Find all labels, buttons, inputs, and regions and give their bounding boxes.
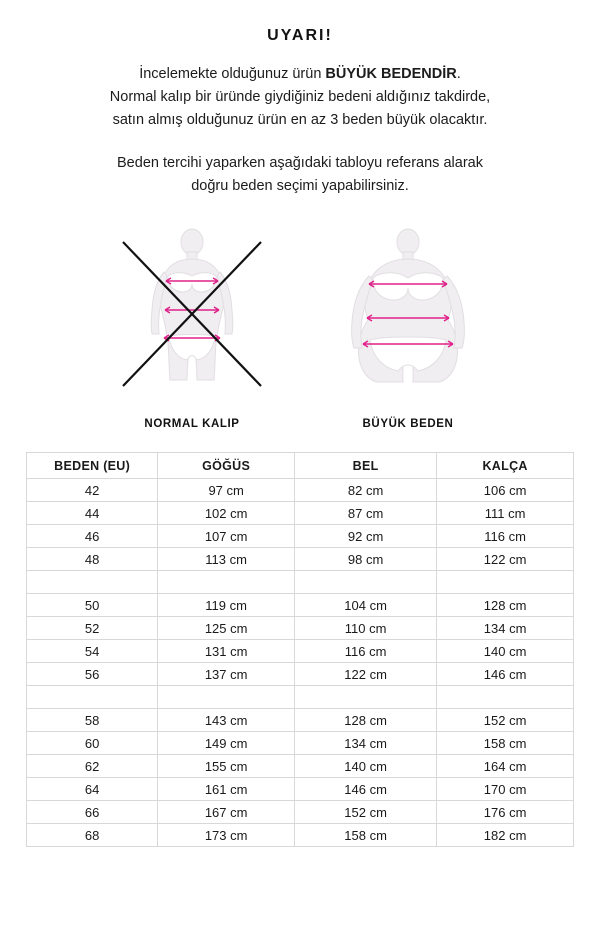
table-cell: 113 cm [158,548,295,571]
table-spacer-cell [158,686,295,709]
table-header-kalca: KALÇA [437,453,574,479]
table-row [27,640,574,663]
table-row [27,502,574,525]
table-cell: 102 cm [158,502,295,525]
table-cell: 116 cm [437,525,574,548]
table-cell: 149 cm [158,732,295,755]
size-table [26,452,574,847]
table-cell: 158 cm [295,824,437,847]
table-cell: 170 cm [437,778,574,801]
warning-paragraph-2 [0,152,600,198]
figure-normal-fit [107,224,277,430]
table-body [27,479,574,847]
table-spacer-cell [27,686,158,709]
table-row [27,732,574,755]
table-cell: 173 cm [158,824,295,847]
table-spacer-cell [437,571,574,594]
table-spacer-cell [158,571,295,594]
table-cell: 64 [27,778,158,801]
table-cell: 128 cm [437,594,574,617]
table-row [27,709,574,732]
table-row [27,479,574,502]
warning-text-emphasis: BÜYÜK BEDENDİR [325,66,457,82]
table-cell: 111 cm [437,502,574,525]
table-cell: 122 cm [295,663,437,686]
table-cell: 62 [27,755,158,778]
warning-text-part-2: . [456,66,461,82]
table-row [27,801,574,824]
table-row [27,778,574,801]
table-spacer-cell [27,571,158,594]
table-cell: 58 [27,709,158,732]
table-spacer-cell [295,686,437,709]
table-spacer-cell [295,571,437,594]
table-cell: 116 cm [295,640,437,663]
table-cell: 158 cm [437,732,574,755]
table-cell: 46 [27,525,158,548]
table-cell: 146 cm [437,663,574,686]
table-cell: 125 cm [158,617,295,640]
table-cell: 106 cm [437,479,574,502]
table-row [27,548,574,571]
table-cell: 60 [27,732,158,755]
table-cell: 97 cm [158,479,295,502]
table-cell: 98 cm [295,548,437,571]
table-row [27,755,574,778]
table-spacer-row [27,686,574,709]
size-guide-page [0,27,600,927]
table-cell: 119 cm [158,594,295,617]
table-cell: 143 cm [158,709,295,732]
table-cell: 104 cm [295,594,437,617]
table-cell: 167 cm [158,801,295,824]
table-cell: 82 cm [295,479,437,502]
table-cell: 131 cm [158,640,295,663]
warning-text-line-3: satın almış olduğunuz ürün en az 3 beden büyük olacaktır. [112,112,488,128]
table-cell: 42 [27,479,158,502]
table-cell: 56 [27,663,158,686]
table-header-bel: BEL [295,453,437,479]
table-cell: 44 [27,502,158,525]
female-body-silhouette-plus-icon [323,224,493,404]
size-table-wrap [0,452,600,847]
table-cell: 134 cm [437,617,574,640]
table-cell: 52 [27,617,158,640]
table-cell: 152 cm [437,709,574,732]
page-title: UYARI! [267,27,333,44]
warning-paragraph-1 [0,63,600,132]
figure-plus-size [323,224,493,430]
figure-comparison [0,224,600,430]
table-spacer-cell [437,686,574,709]
figure-caption-normal: NORMAL KALIP [144,418,240,430]
table-cell: 48 [27,548,158,571]
table-cell: 152 cm [295,801,437,824]
table-row [27,663,574,686]
table-cell: 134 cm [295,732,437,755]
table-row [27,617,574,640]
table-cell: 146 cm [295,778,437,801]
warning-text-line-2: Normal kalıp bir üründe giydiğiniz bedeni aldığınız takdirde, [109,89,491,105]
table-cell: 140 cm [295,755,437,778]
table-cell: 164 cm [437,755,574,778]
table-cell: 110 cm [295,617,437,640]
table-cell: 128 cm [295,709,437,732]
table-spacer-row [27,571,574,594]
warning-text-part-1: İncelemekte olduğunuz ürün [139,66,326,82]
table-header-gogus: GÖĞÜS [158,453,295,479]
table-cell: 87 cm [295,502,437,525]
table-header-beden: BEDEN (EU) [27,453,158,479]
table-cell: 122 cm [437,548,574,571]
table-cell: 54 [27,640,158,663]
table-cell: 50 [27,594,158,617]
guidance-text-line-2: doğru beden seçimi yapabilirsiniz. [191,178,409,194]
table-cell: 155 cm [158,755,295,778]
table-cell: 66 [27,801,158,824]
table-cell: 92 cm [295,525,437,548]
table-row [27,525,574,548]
table-cell: 107 cm [158,525,295,548]
table-cell: 68 [27,824,158,847]
table-header-row [27,453,574,479]
table-row [27,594,574,617]
table-cell: 137 cm [158,663,295,686]
table-cell: 182 cm [437,824,574,847]
female-body-silhouette-normal-icon [107,224,277,404]
table-row [27,824,574,847]
table-cell: 140 cm [437,640,574,663]
figure-caption-plus: BÜYÜK BEDEN [362,418,454,430]
table-cell: 161 cm [158,778,295,801]
guidance-text-line-1: Beden tercihi yaparken aşağıdaki tabloyu referans alarak [117,155,483,171]
table-cell: 176 cm [437,801,574,824]
